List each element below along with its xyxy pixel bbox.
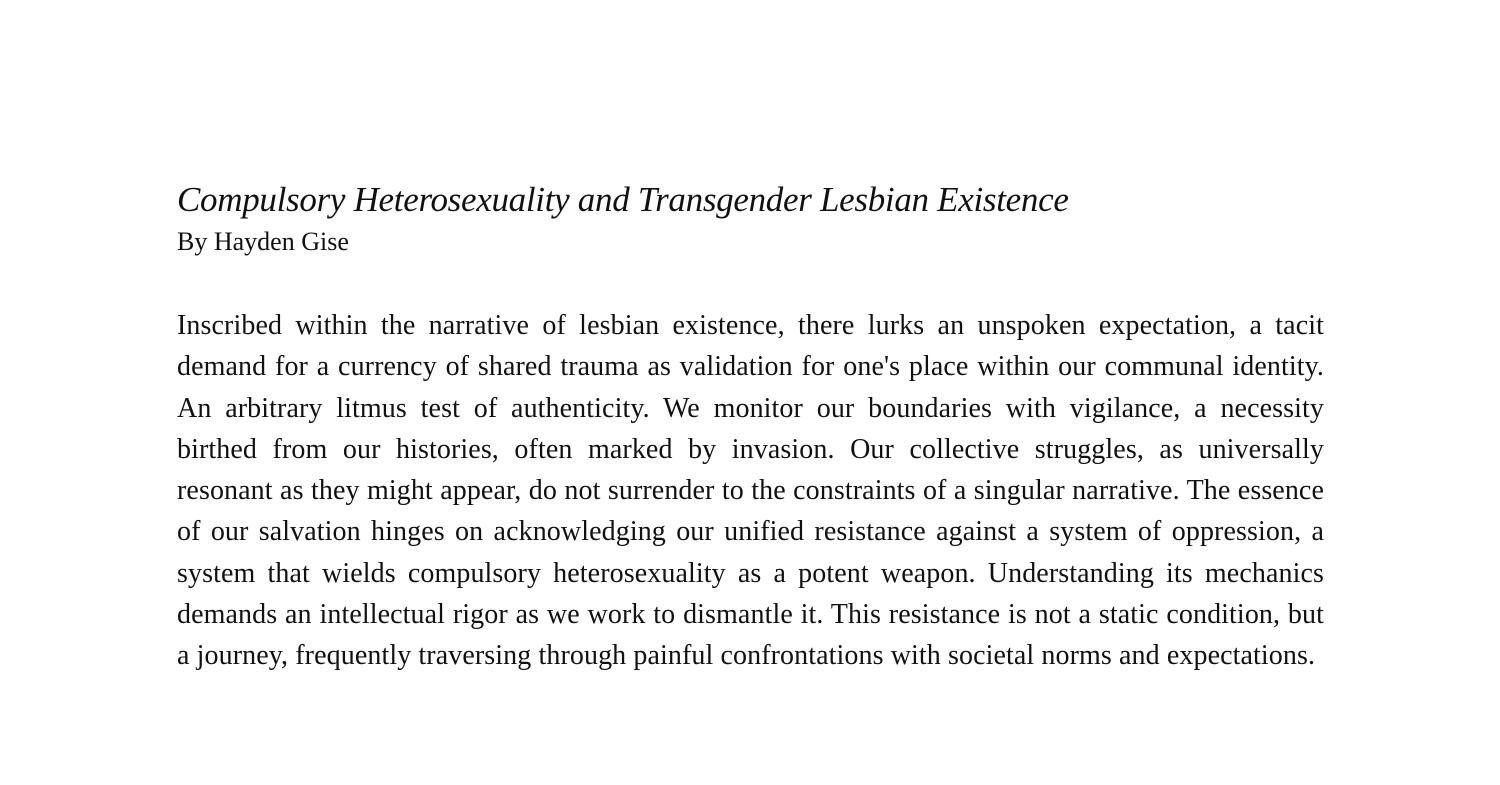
body-paragraph: Inscribed within the narrative of lesbian existence, there lurks an unspoken expectation, a tacit demand for a currency of shared trauma as validation for one's place within our communal identity. An arbitrary litmus test of authenticity. We monitor our boundaries with vigilance, a necessity birthed from our histories, often marked by invasion. Our collective struggles, as universally resonant as they might appear, do not surrender to the constraints of a singular narrative. The essence of our salvation hinges on acknowledging our unified resistance against a system of oppression, a system that wields compulsory heterosexuality as a potent weapon. Understanding its mechanics demands an intellectual rigor as we work to dismantle it. This resistance is not a static condition, but a journey, frequently traversing through painful confrontations with societal norms and expectations. bbox=[177, 310, 1324, 672]
document-title: Compulsory Heterosexuality and Transgender Lesbian Existence bbox=[177, 180, 1069, 219]
document-content bbox=[177, 178, 1324, 677]
author-byline: By Hayden Gise bbox=[177, 227, 349, 256]
